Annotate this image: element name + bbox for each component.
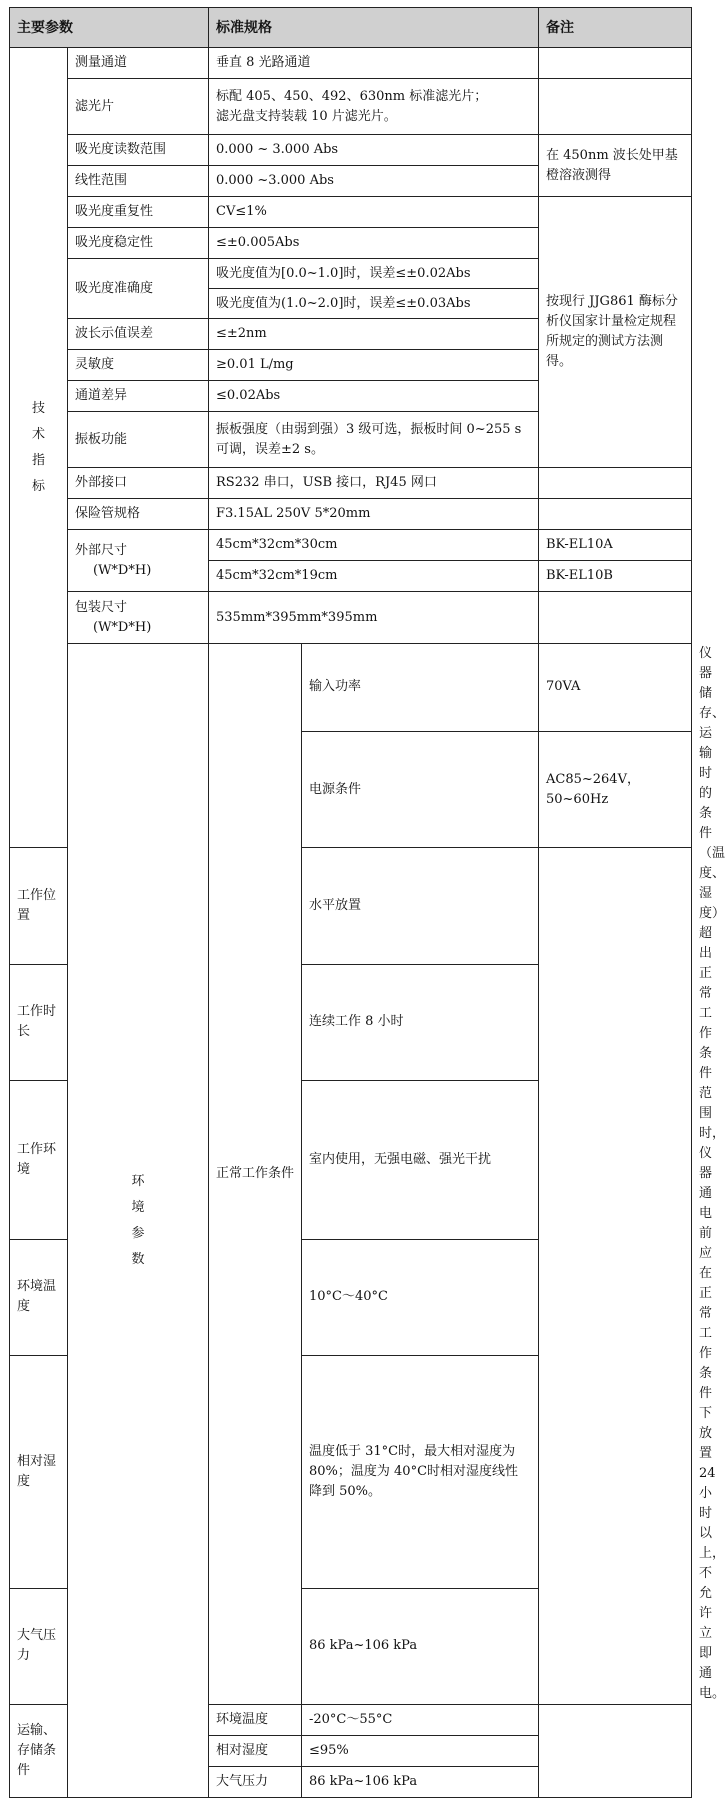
param-note: [539, 48, 692, 79]
param-label: 吸光度准确度: [68, 259, 209, 319]
condition-value: 温度低于 31°C时，最大相对湿度为 80%；温度为 40°C时相对湿度线性降到 50%。: [302, 1356, 539, 1589]
condition-value: 连续工作 8 小时: [302, 964, 539, 1080]
condition-value: 水平放置: [302, 848, 539, 964]
header-row: [10, 8, 692, 48]
param-label: 通道差异: [68, 381, 209, 412]
param-value: 0.000 ~3.000 Abs: [209, 166, 539, 197]
param-label: 吸光度读数范围: [68, 135, 209, 166]
param-note: [539, 499, 692, 530]
condition-key: 工作位置: [10, 848, 68, 964]
param-value: 535mm*395mm*395mm: [209, 592, 539, 644]
param-note: BK-EL10B: [539, 561, 692, 592]
param-label: 灵敏度: [68, 350, 209, 381]
condition-value: AC85~264V，50~60Hz: [539, 731, 692, 847]
condition-value: 86 kPa~106 kPa: [302, 1588, 539, 1704]
param-value: 垂直 8 光路通道: [209, 48, 539, 79]
param-label: 保险管规格: [68, 499, 209, 530]
param-note: [539, 79, 692, 135]
param-value: ≤0.02Abs: [209, 381, 539, 412]
param-label: 外部尺寸 (W*D*H): [68, 530, 209, 592]
param-label: 测量通道: [68, 48, 209, 79]
param-note: 在 450nm 波长处甲基橙溶液测得: [539, 135, 692, 197]
param-value: 标配 405、450、492、630nm 标准滤光片； 滤光盘支持装载 10 片滤光片。: [209, 79, 539, 135]
condition-key: 输入功率: [302, 644, 539, 732]
table-row: 环 境 参 数 正常工作条件 输入功率 70VA 仪器储存、运输时的条件（温度、湿度）超出正常工作条件范围时，仪器通电前应在正常工作条件下放置 24 小时以上，不允许立即通电。: [10, 644, 692, 732]
condition-value: 86 kPa~106 kPa: [302, 1767, 539, 1798]
condition-key: 工作时长: [10, 964, 68, 1080]
condition-key: 大气压力: [10, 1588, 68, 1704]
param-label: 包装尺寸 (W*D*H): [68, 592, 209, 644]
param-label: 吸光度重复性: [68, 197, 209, 228]
table-row: [10, 592, 692, 644]
condition-key: 环境温度: [209, 1705, 302, 1736]
condition-key: 工作环境: [10, 1080, 68, 1239]
param-value: ≤±0.005Abs: [209, 228, 539, 259]
category-env: 环 境 参 数: [68, 644, 209, 1798]
param-note: [539, 592, 692, 644]
param-value: ≤±2nm: [209, 319, 539, 350]
param-value: 45cm*32cm*30cm: [209, 530, 539, 561]
condition-transport-label: 运输、存储条件: [10, 1705, 68, 1798]
condition-value: 70VA: [539, 644, 692, 732]
table-row: [10, 48, 692, 79]
param-label: 滤光片: [68, 79, 209, 135]
param-value: 0.000 ~ 3.000 Abs: [209, 135, 539, 166]
param-value: F3.15AL 250V 5*20mm: [209, 499, 539, 530]
param-label: 外部接口: [68, 468, 209, 499]
param-note: [539, 468, 692, 499]
spec-table: [9, 7, 725, 1798]
condition-key: 环境温度: [10, 1239, 68, 1355]
condition-key: 大气压力: [209, 1767, 302, 1798]
condition-value: 10°C～40°C: [302, 1239, 539, 1355]
condition-value: ≤95%: [302, 1736, 539, 1767]
condition-value: -20°C～55°C: [302, 1705, 539, 1736]
condition-key: 相对湿度: [209, 1736, 302, 1767]
condition-note: [539, 1705, 692, 1798]
param-note: BK-EL10A: [539, 530, 692, 561]
param-value: CV≤1%: [209, 197, 539, 228]
table-row: [10, 135, 692, 166]
header-remarks: 备注: [539, 8, 692, 48]
param-value: ≥0.01 L/mg: [209, 350, 539, 381]
condition-value: 室内使用，无强电磁、强光干扰: [302, 1080, 539, 1239]
condition-key: 相对湿度: [10, 1356, 68, 1589]
table-row: [10, 468, 692, 499]
param-label: 吸光度稳定性: [68, 228, 209, 259]
condition-normal-label: 正常工作条件: [209, 644, 302, 1705]
table-row: [10, 79, 692, 135]
header-standard-spec: 标准规格: [209, 8, 539, 48]
category-tech: 技 术 指 标: [10, 48, 68, 848]
param-value: 振板强度（由弱到强）3 级可选，振板时间 0~255 s 可调，误差±2 s。: [209, 412, 539, 468]
table-row: [10, 197, 692, 228]
table-row: [10, 499, 692, 530]
table-row: [10, 530, 692, 561]
param-note: 按现行 JJG861 酶标分析仪国家计量检定规程所规定的测试方法测得。: [539, 197, 692, 468]
param-label: 线性范围: [68, 166, 209, 197]
param-value: 45cm*32cm*19cm: [209, 561, 539, 592]
header-main-params: 主要参数: [10, 8, 209, 48]
condition-key: 电源条件: [302, 731, 539, 847]
param-label: 振板功能: [68, 412, 209, 468]
param-value: 吸光度值为[0.0~1.0]时，误差≤±0.02Abs: [209, 259, 539, 289]
param-value: RS232 串口，USB 接口，RJ45 网口: [209, 468, 539, 499]
param-value: 吸光度值为(1.0~2.0]时，误差≤±0.03Abs: [209, 289, 539, 319]
param-label: 波长示值误差: [68, 319, 209, 350]
